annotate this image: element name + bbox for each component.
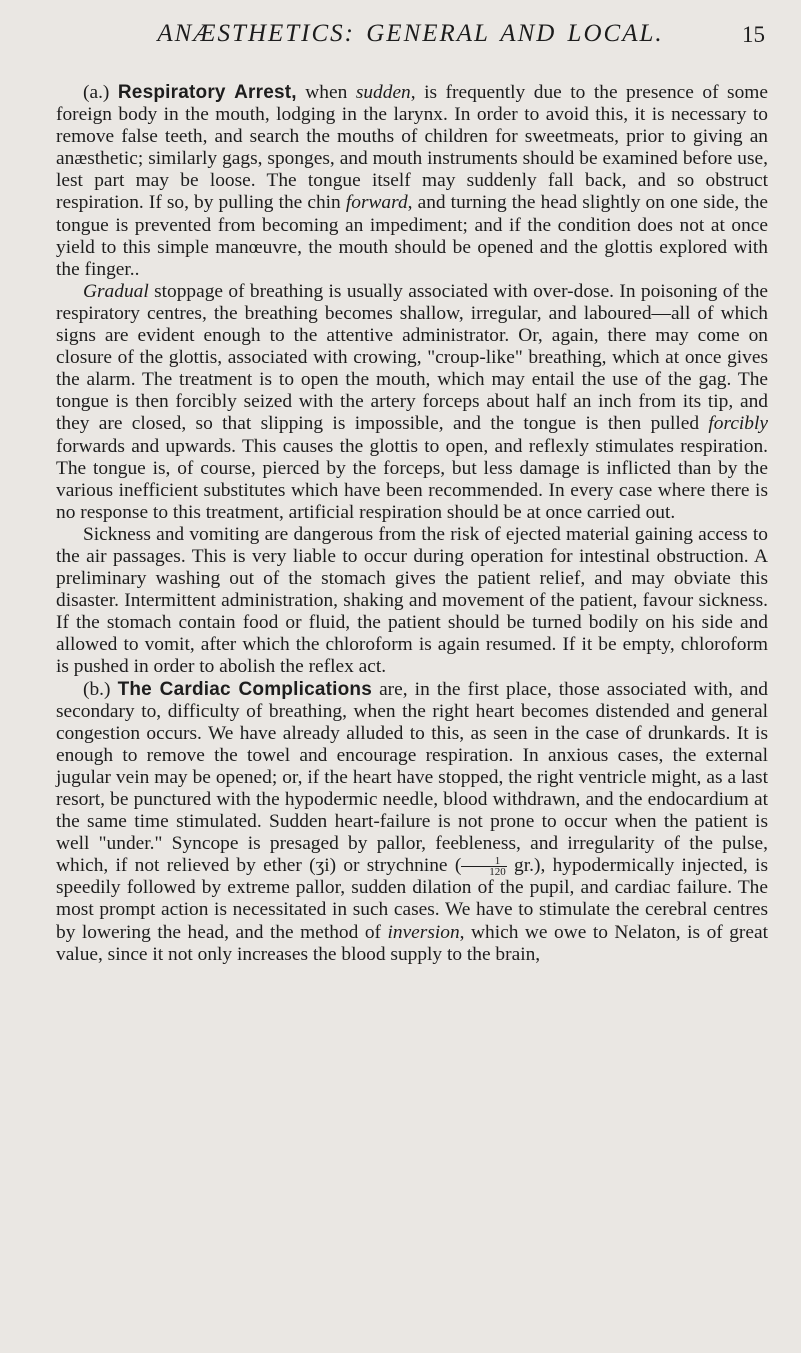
- text-run: Sickness and vomiting are dangerous from the risk of ejected material gaining access to the air passages. This is very liable to occur during operation for intestinal obstruction. A preliminary washing out of the stomach gives the patient relief, and may obviate this disaster. Intermittent administration, shaking and movement of the patient, favour sickness. If the stomach contain food or fluid, the patient should be turned bodily on his side and allowed to vomit, after which the chloroform is again resumed. If it be empty, chloroform is pushed in order to abolish the reflex act.: [56, 523, 768, 678]
- emphasis-forward: forward: [345, 192, 408, 214]
- emphasis-inversion: inversion: [387, 921, 460, 943]
- emphasis-sudden: sudden: [355, 82, 411, 103]
- fraction-denominator: 120: [489, 866, 506, 879]
- text-run: , which we owe to Nelaton, is of great value, since it not only increases the blood supply to the brain,: [56, 921, 768, 965]
- running-title: ANÆSTHETICS: GENERAL AND LOCAL.: [157, 20, 664, 47]
- dose-fraction: [461, 856, 507, 877]
- text-run: , is frequently due to the presence of some foreign body in the mouth, lodging in the larynx. In order to avoid this, it is necessary to remove false teeth, and search the mouths of children for sweetmeats, prior to giving an anæsthetic; similarly gags, sponges, and mouth instruments should be examined before use, lest part may be loose. The tongue itself may suddenly fall back, and so obstruct respiration. If so, by pulling the chin: [56, 82, 768, 214]
- emphasis-forcibly: forcibly: [708, 413, 768, 435]
- text-run: are, in the first place, those associated with, and secondary to, difficulty of breathing, when the right heart becomes distended and general congestion occurs. We have already alluded to this, as seen in the case of drunkards. It is enough to remove the towel and encourage respiration. In anxious cases, the external jugular vein may be opened; or, if the heart have stopped, the right ventricle might, as a last resort, be punctured with the hypodermic needle, blood withdrawn, and the endocardium at the same time stimulated. Sudden heart-failure is not prone to occur when the patient is well "under." Syncope is presaged by pallor, feebleness, and irregularity of the pulse, which, if not relieved by ether (: [56, 678, 768, 877]
- text-run: , and turning the head slightly on one side, the tongue is prevented from becoming an impediment; and if the condition does not at once yield to this simple manœuvre, the mouth should be opened and the glottis explored with the finger..: [56, 192, 768, 280]
- paragraph-gradual-stoppage: [56, 281, 768, 524]
- paragraph-sickness: [56, 524, 768, 679]
- emphasis-gradual: Gradual: [83, 280, 149, 302]
- text-run: gr.), hypodermically injected, is speedily followed by extreme pallor, sudden dilation of the pupil, and cardiac failure. The most prompt action is necessitated in such cases. We have to stimulate the cerebral centres by lowering the head, and the method of: [56, 855, 768, 943]
- paragraph-cardiac-complications: [56, 679, 768, 966]
- body-text: [56, 82, 768, 966]
- text-run: when: [296, 82, 356, 103]
- text-run: stoppage of breathing is usually associated with over-dose. In poisoning of the respiratory centres, the breathing becomes shallow, irregular, and laboured—all of which signs are evident enough to the attentive administrator. Or, again, there may come on closure of the glottis, associated with crowing, "croup-like" breathing, which at once gives the alarm. The treatment is to open the mouth, which may entail the use of the gag. The tongue is then forcibly seized with the artery forceps about half an inch from its tip, and they are closed, so that slipping is impossible, and the tongue is then pulled: [56, 280, 768, 435]
- dose-symbol: ʒi: [315, 855, 330, 877]
- page-number: 15: [742, 22, 765, 47]
- section-heading-respiratory-arrest: Respiratory Arrest,: [117, 82, 297, 103]
- section-label-a: (a.): [83, 82, 110, 103]
- running-head: [56, 18, 765, 52]
- fraction-numerator: 1: [461, 856, 507, 867]
- section-label-b: (b.): [83, 678, 111, 700]
- text-run: forwards and upwards. This causes the glottis to open, and reflexly stimulates respiration. The tongue is, of course, pierced by the forceps, but less damage is inflicted than by the various inefficient substitutes which have been recommended. In every case where there is no response to this treatment, artificial respiration should be at once carried out.: [56, 435, 768, 523]
- text-run: ) or strychnine (: [329, 855, 462, 877]
- paragraph-respiratory-arrest: [56, 82, 768, 281]
- section-heading-cardiac-complications: The Cardiac Complications: [117, 678, 372, 700]
